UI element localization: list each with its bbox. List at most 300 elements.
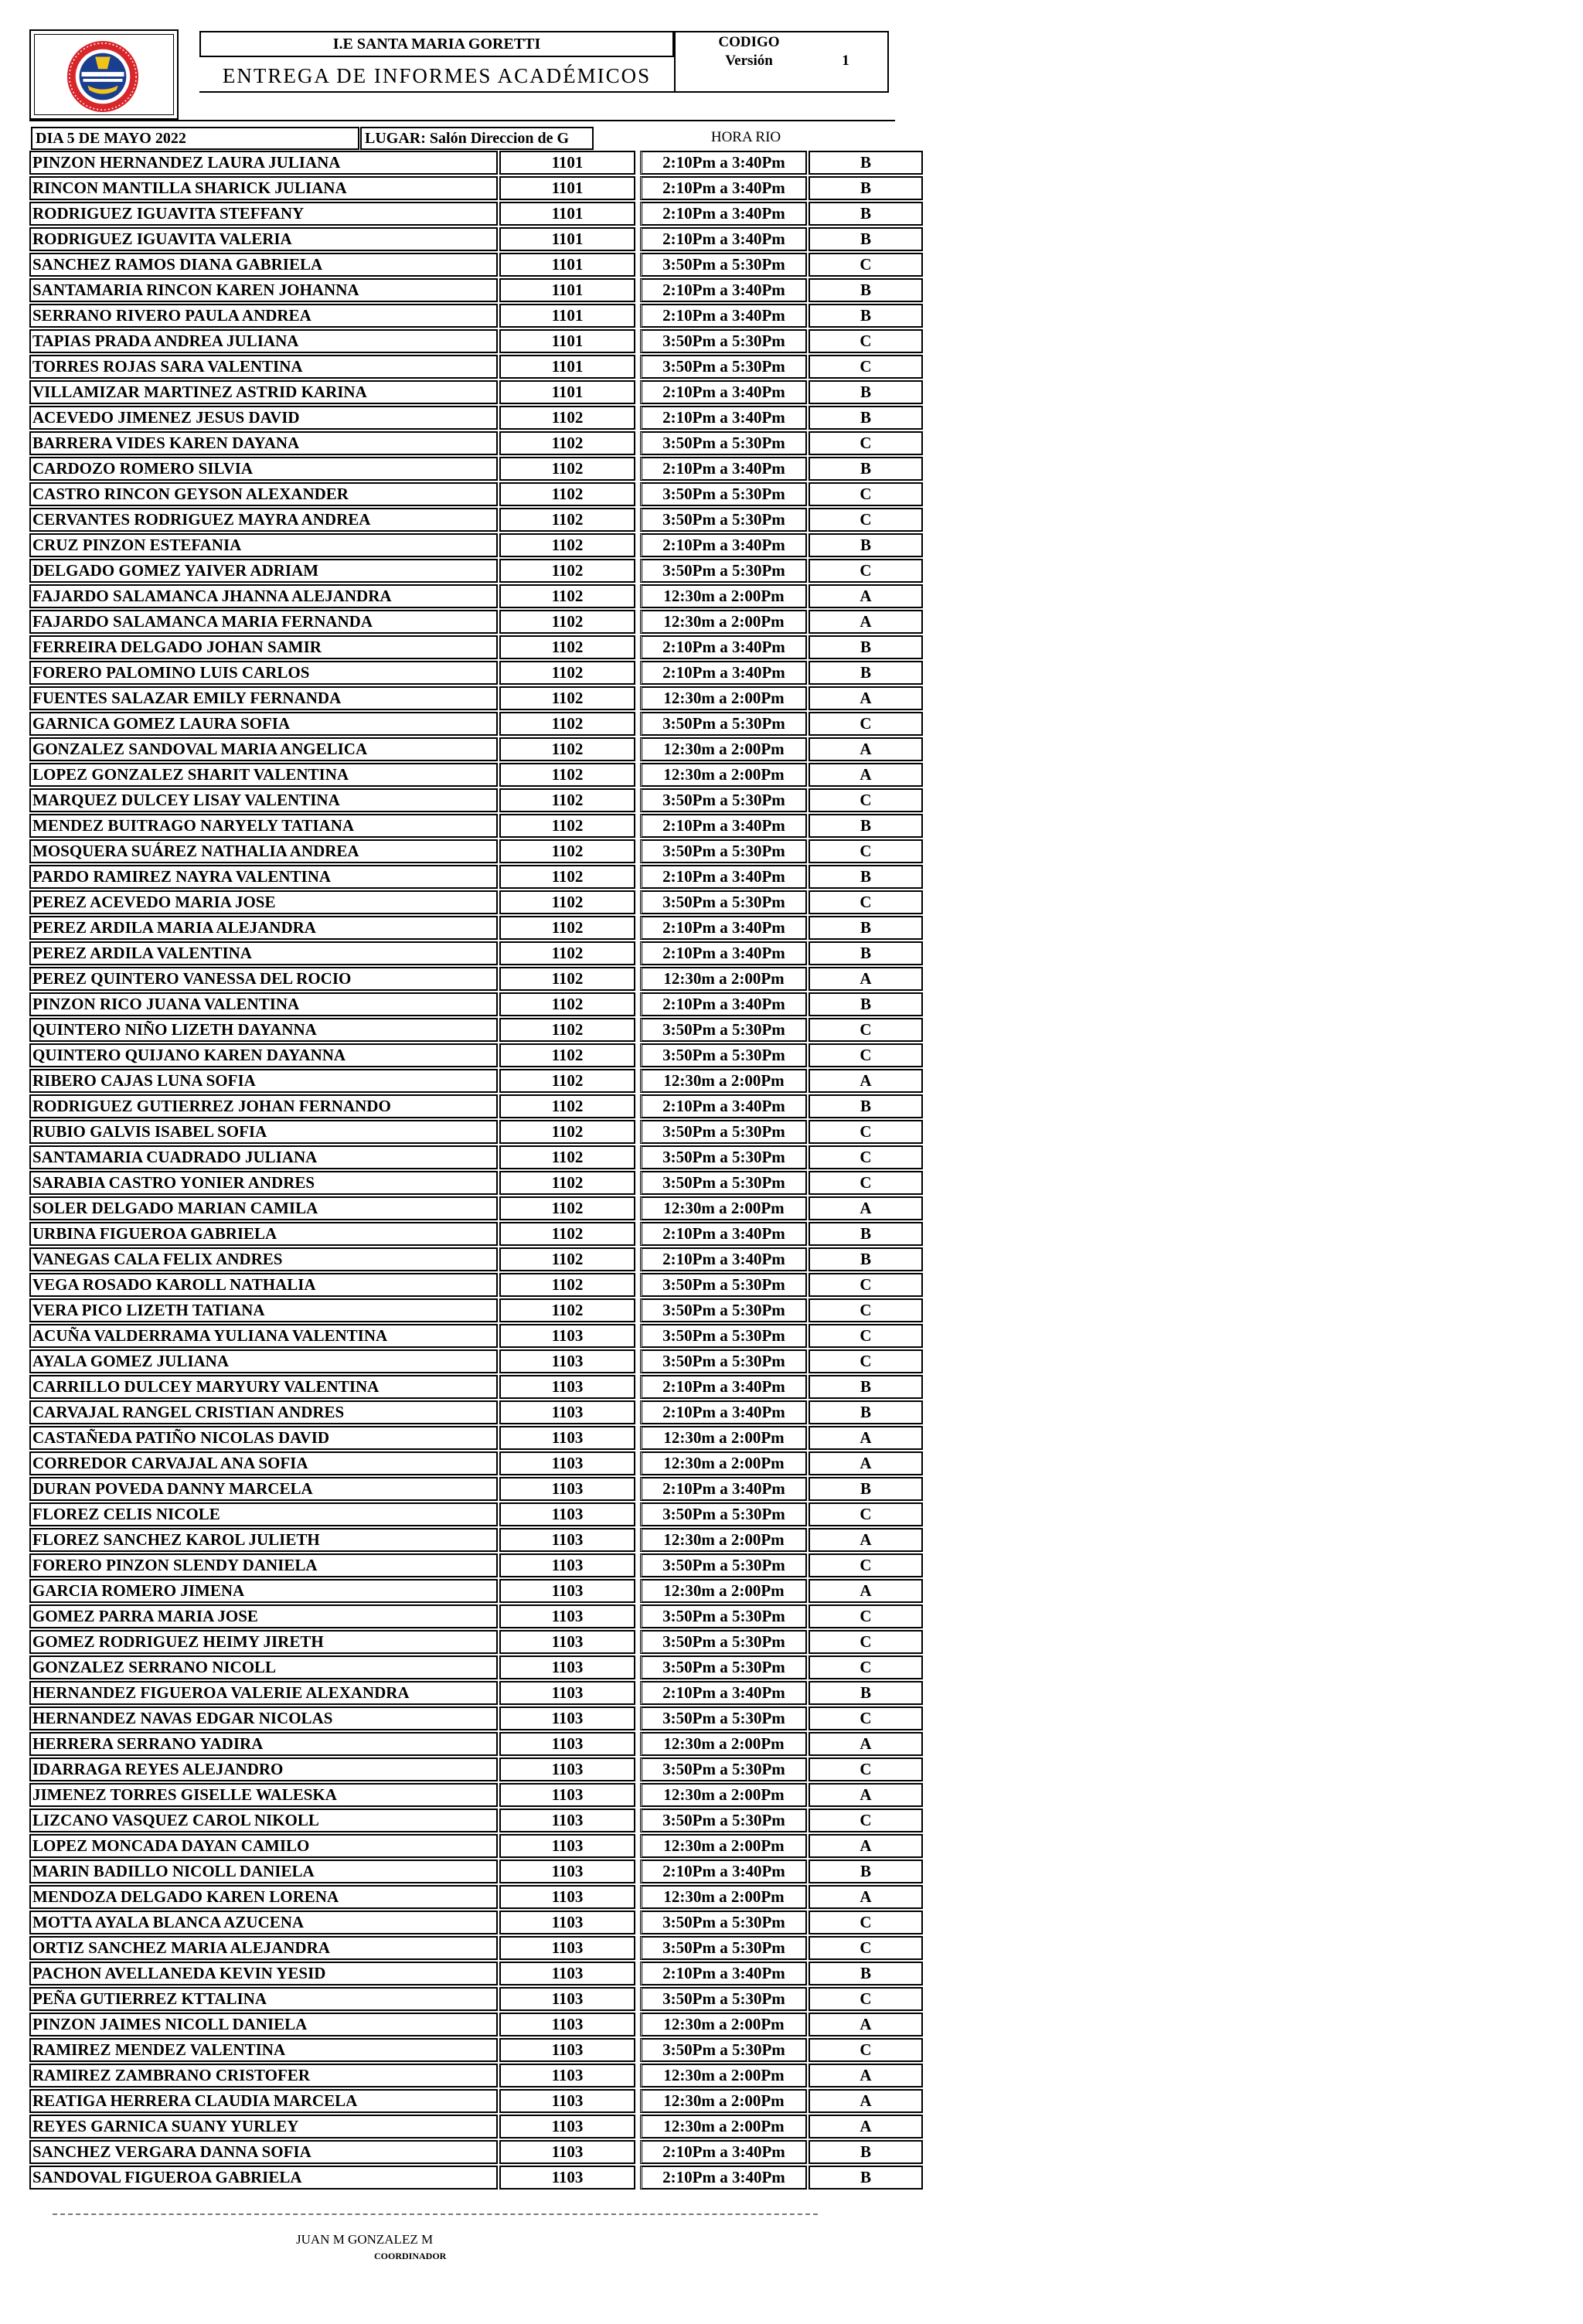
time-slot-cell: 12:30m a 2:00Pm	[640, 1451, 807, 1475]
time-slot-cell: 12:30m a 2:00Pm	[640, 1732, 807, 1756]
group-cell: C	[809, 1171, 923, 1195]
student-name-cell: AYALA GOMEZ JULIANA	[29, 1349, 498, 1373]
student-name-cell: SANTAMARIA CUADRADO JULIANA	[29, 1145, 498, 1169]
table-row	[29, 1961, 895, 1986]
grade-cell: 1102	[499, 661, 635, 685]
grade-cell: 1102	[499, 533, 635, 557]
grade-cell: 1102	[499, 1094, 635, 1118]
time-slot-cell: 12:30m a 2:00Pm	[640, 967, 807, 991]
time-slot-cell: 2:10Pm a 3:40Pm	[640, 227, 807, 251]
student-name-cell: VERA PICO LIZETH TATIANA	[29, 1298, 498, 1322]
student-name-cell: SANDOVAL FIGUEROA GABRIELA	[29, 2166, 498, 2190]
time-slot-cell: 3:50Pm a 5:30Pm	[640, 1273, 807, 1297]
table-row	[29, 1553, 895, 1578]
group-cell: C	[809, 1706, 923, 1730]
table-row	[29, 1298, 895, 1323]
time-slot-cell: 2:10Pm a 3:40Pm	[640, 1247, 807, 1271]
grade-cell: 1103	[499, 1451, 635, 1475]
group-cell: A	[809, 2013, 923, 2036]
table-row	[29, 788, 895, 813]
table-row	[29, 1757, 895, 1782]
time-slot-cell: 2:10Pm a 3:40Pm	[640, 380, 807, 404]
student-name-cell: FAJARDO SALAMANCA MARIA FERNANDA	[29, 610, 498, 634]
student-name-cell: PINZON HERNANDEZ LAURA JULIANA	[29, 151, 498, 175]
codigo-label: CODIGO	[718, 34, 780, 50]
student-name-cell: MARIN BADILLO NICOLL DANIELA	[29, 1860, 498, 1883]
table-row	[29, 1935, 895, 1961]
table-row	[29, 533, 895, 558]
time-slot-cell: 2:10Pm a 3:40Pm	[640, 278, 807, 302]
table-row	[29, 277, 895, 303]
time-slot-cell: 12:30m a 2:00Pm	[640, 1426, 807, 1450]
time-slot-cell: 3:50Pm a 5:30Pm	[640, 1349, 807, 1373]
time-slot-cell: 2:10Pm a 3:40Pm	[640, 202, 807, 226]
student-name-cell: RINCON MANTILLA SHARICK JULIANA	[29, 176, 498, 200]
table-row	[29, 711, 895, 737]
group-cell: B	[809, 2166, 923, 2190]
table-row	[29, 2139, 895, 2165]
grade-cell: 1103	[499, 1349, 635, 1373]
version-label: Versión	[725, 53, 773, 69]
code-version-box	[674, 31, 889, 93]
grade-cell: 1103	[499, 1987, 635, 2011]
grade-cell: 1102	[499, 712, 635, 736]
student-name-cell: PINZON JAIMES NICOLL DANIELA	[29, 2013, 498, 2036]
student-name-cell: MENDEZ BUITRAGO NARYELY TATIANA	[29, 814, 498, 838]
student-name-cell: CASTAÑEDA PATIÑO NICOLAS DAVID	[29, 1426, 498, 1450]
grade-cell: 1103	[499, 1528, 635, 1552]
group-cell: C	[809, 1043, 923, 1067]
date-cell: DIA 5 DE MAYO 2022	[31, 127, 359, 150]
student-name-cell: GARNICA GOMEZ LAURA SOFIA	[29, 712, 498, 736]
grade-cell: 1102	[499, 1222, 635, 1246]
table-row	[29, 507, 895, 533]
group-cell: B	[809, 406, 923, 430]
group-cell: B	[809, 278, 923, 302]
time-slot-cell: 12:30m a 2:00Pm	[640, 2013, 807, 2036]
group-cell: B	[809, 533, 923, 557]
time-slot-cell: 2:10Pm a 3:40Pm	[640, 1962, 807, 1985]
time-slot-cell: 3:50Pm a 5:30Pm	[640, 1120, 807, 1144]
grade-cell: 1102	[499, 992, 635, 1016]
table-row	[29, 303, 895, 328]
time-slot-cell: 3:50Pm a 5:30Pm	[640, 712, 807, 736]
student-name-cell: RODRIGUEZ IGUAVITA STEFFANY	[29, 202, 498, 226]
grade-cell: 1103	[499, 1860, 635, 1883]
student-name-cell: CORREDOR CARVAJAL ANA SOFIA	[29, 1451, 498, 1475]
grade-cell: 1103	[499, 2064, 635, 2088]
group-cell: C	[809, 1987, 923, 2011]
time-slot-cell: 2:10Pm a 3:40Pm	[640, 457, 807, 481]
time-slot-cell: 3:50Pm a 5:30Pm	[640, 2038, 807, 2062]
title-underline	[199, 91, 674, 93]
time-slot-cell: 3:50Pm a 5:30Pm	[640, 1502, 807, 1526]
grade-cell: 1103	[499, 1962, 635, 1985]
student-name-cell: CARDOZO ROMERO SILVIA	[29, 457, 498, 481]
time-slot-cell: 12:30m a 2:00Pm	[640, 2064, 807, 2088]
time-slot-cell: 3:50Pm a 5:30Pm	[640, 1809, 807, 1832]
student-name-cell: SANCHEZ RAMOS DIANA GABRIELA	[29, 253, 498, 277]
student-name-cell: FLOREZ CELIS NICOLE	[29, 1502, 498, 1526]
grade-cell: 1103	[499, 1502, 635, 1526]
student-name-cell: URBINA FIGUEROA GABRIELA	[29, 1222, 498, 1246]
table-row	[29, 2114, 895, 2139]
group-cell: B	[809, 916, 923, 940]
table-row	[29, 1884, 895, 1910]
student-name-cell: CARVAJAL RANGEL CRISTIAN ANDRES	[29, 1400, 498, 1424]
grade-cell: 1102	[499, 610, 635, 634]
table-row	[29, 609, 895, 635]
student-name-cell: VILLAMIZAR MARTINEZ ASTRID KARINA	[29, 380, 498, 404]
table-row	[29, 1374, 895, 1400]
grade-cell: 1102	[499, 686, 635, 710]
table-row	[29, 201, 895, 226]
group-cell: C	[809, 2038, 923, 2062]
grade-cell: 1102	[499, 635, 635, 659]
time-slot-cell: 12:30m a 2:00Pm	[640, 1885, 807, 1909]
student-name-cell: MARQUEZ DULCEY LISAY VALENTINA	[29, 788, 498, 812]
table-row	[29, 379, 895, 405]
group-cell: C	[809, 1502, 923, 1526]
time-slot-cell: 2:10Pm a 3:40Pm	[640, 1400, 807, 1424]
student-name-cell: PACHON AVELLANEDA KEVIN YESID	[29, 1962, 498, 1985]
student-name-cell: LOPEZ GONZALEZ SHARIT VALENTINA	[29, 763, 498, 787]
grade-cell: 1103	[499, 1426, 635, 1450]
grade-cell: 1103	[499, 1732, 635, 1756]
grade-cell: 1102	[499, 559, 635, 583]
grade-cell: 1102	[499, 1196, 635, 1220]
time-slot-cell: 12:30m a 2:00Pm	[640, 2089, 807, 2113]
table-row	[29, 992, 895, 1017]
group-cell: B	[809, 380, 923, 404]
table-row	[29, 1910, 895, 1935]
place-cell: LUGAR: Salón Direccion de G	[360, 127, 594, 150]
grade-cell: 1102	[499, 457, 635, 481]
time-slot-cell: 2:10Pm a 3:40Pm	[640, 992, 807, 1016]
grade-cell: 1103	[499, 2013, 635, 2036]
group-cell: A	[809, 1426, 923, 1450]
time-slot-cell: 12:30m a 2:00Pm	[640, 763, 807, 787]
time-slot-cell: 2:10Pm a 3:40Pm	[640, 1222, 807, 1246]
student-name-cell: RAMIREZ ZAMBRANO CRISTOFER	[29, 2064, 498, 2088]
grade-cell: 1103	[499, 1630, 635, 1654]
table-row	[29, 1119, 895, 1145]
table-row	[29, 1170, 895, 1196]
time-slot-cell: 2:10Pm a 3:40Pm	[640, 304, 807, 328]
logo-frame	[29, 29, 179, 120]
table-row	[29, 2012, 895, 2037]
time-slot-cell: 3:50Pm a 5:30Pm	[640, 1655, 807, 1679]
table-row	[29, 1833, 895, 1859]
group-cell: A	[809, 967, 923, 991]
table-row	[29, 1782, 895, 1808]
time-slot-cell: 3:50Pm a 5:30Pm	[640, 1171, 807, 1195]
grade-cell: 1102	[499, 431, 635, 455]
student-name-cell: RODRIGUEZ GUTIERREZ JOHAN FERNANDO	[29, 1094, 498, 1118]
group-cell: B	[809, 1375, 923, 1399]
grade-cell: 1102	[499, 763, 635, 787]
group-cell: C	[809, 1145, 923, 1169]
student-name-cell: JIMENEZ TORRES GISELLE WALESKA	[29, 1783, 498, 1807]
group-cell: C	[809, 890, 923, 914]
table-row	[29, 405, 895, 430]
student-name-cell: SOLER DELGADO MARIAN CAMILA	[29, 1196, 498, 1220]
group-cell: A	[809, 1451, 923, 1475]
group-cell: A	[809, 1783, 923, 1807]
table-row	[29, 1094, 895, 1119]
time-slot-cell: 3:50Pm a 5:30Pm	[640, 1298, 807, 1322]
time-slot-cell: 3:50Pm a 5:30Pm	[640, 890, 807, 914]
table-row	[29, 252, 895, 277]
group-cell: B	[809, 1247, 923, 1271]
student-name-cell: TAPIAS PRADA ANDREA JULIANA	[29, 329, 498, 353]
student-name-cell: RIBERO CAJAS LUNA SOFIA	[29, 1069, 498, 1093]
group-cell: A	[809, 686, 923, 710]
student-name-cell: SARABIA CASTRO YONIER ANDRES	[29, 1171, 498, 1195]
table-row	[29, 1068, 895, 1094]
time-slot-cell: 2:10Pm a 3:40Pm	[640, 176, 807, 200]
group-cell: B	[809, 814, 923, 838]
group-cell: B	[809, 227, 923, 251]
grade-cell: 1102	[499, 941, 635, 965]
group-cell: C	[809, 355, 923, 379]
grade-cell: 1103	[499, 1579, 635, 1603]
table-row	[29, 1502, 895, 1527]
group-cell: A	[809, 2089, 923, 2113]
group-cell: B	[809, 1477, 923, 1501]
student-name-cell: SANTAMARIA RINCON KAREN JOHANNA	[29, 278, 498, 302]
time-slot-cell: 12:30m a 2:00Pm	[640, 1579, 807, 1603]
grade-cell: 1102	[499, 890, 635, 914]
time-slot-cell: 3:50Pm a 5:30Pm	[640, 559, 807, 583]
group-cell: C	[809, 1298, 923, 1322]
table-row	[29, 737, 895, 762]
group-cell: C	[809, 508, 923, 532]
time-slot-cell: 2:10Pm a 3:40Pm	[640, 2140, 807, 2164]
student-name-cell: DELGADO GOMEZ YAIVER ADRIAM	[29, 559, 498, 583]
time-slot-cell: 3:50Pm a 5:30Pm	[640, 1911, 807, 1934]
student-name-cell: FORERO PALOMINO LUIS CARLOS	[29, 661, 498, 685]
time-slot-cell: 3:50Pm a 5:30Pm	[640, 1553, 807, 1577]
student-name-cell: FLOREZ SANCHEZ KAROL JULIETH	[29, 1528, 498, 1552]
group-cell: A	[809, 737, 923, 761]
time-slot-cell: 3:50Pm a 5:30Pm	[640, 253, 807, 277]
group-cell: C	[809, 1936, 923, 1960]
grade-cell: 1102	[499, 1247, 635, 1271]
table-row	[29, 1400, 895, 1425]
group-cell: C	[809, 559, 923, 583]
table-row	[29, 226, 895, 252]
group-cell: A	[809, 1069, 923, 1093]
grade-cell: 1103	[499, 1809, 635, 1832]
grade-cell: 1102	[499, 1171, 635, 1195]
grade-cell: 1103	[499, 2166, 635, 2190]
student-name-cell: GARCIA ROMERO JIMENA	[29, 1579, 498, 1603]
group-cell: C	[809, 1273, 923, 1297]
table-row	[29, 839, 895, 864]
group-cell: C	[809, 253, 923, 277]
grade-cell: 1103	[499, 1604, 635, 1628]
time-slot-cell: 3:50Pm a 5:30Pm	[640, 431, 807, 455]
student-name-cell: QUINTERO NIÑO LIZETH DAYANNA	[29, 1018, 498, 1042]
time-slot-cell: 2:10Pm a 3:40Pm	[640, 151, 807, 175]
group-cell: B	[809, 202, 923, 226]
time-slot-cell: 2:10Pm a 3:40Pm	[640, 941, 807, 965]
group-cell: A	[809, 610, 923, 634]
table-row	[29, 1017, 895, 1043]
group-cell: B	[809, 1681, 923, 1705]
table-row	[29, 2063, 895, 2088]
time-slot-cell: 12:30m a 2:00Pm	[640, 1528, 807, 1552]
time-slot-cell: 3:50Pm a 5:30Pm	[640, 1757, 807, 1781]
table-row	[29, 1706, 895, 1731]
time-slot-cell: 2:10Pm a 3:40Pm	[640, 661, 807, 685]
table-row	[29, 456, 895, 481]
grade-cell: 1102	[499, 839, 635, 863]
table-row	[29, 2037, 895, 2063]
group-cell: C	[809, 1757, 923, 1781]
table-row	[29, 481, 895, 507]
time-slot-cell: 3:50Pm a 5:30Pm	[640, 1706, 807, 1730]
group-cell: A	[809, 2064, 923, 2088]
group-cell: B	[809, 941, 923, 965]
time-slot-cell: 12:30m a 2:00Pm	[640, 2115, 807, 2139]
grade-cell: 1103	[499, 2115, 635, 2139]
student-name-cell: RAMIREZ MENDEZ VALENTINA	[29, 2038, 498, 2062]
table-row	[29, 150, 895, 175]
grade-cell: 1103	[499, 1706, 635, 1730]
table-row	[29, 1349, 895, 1374]
group-cell: C	[809, 431, 923, 455]
time-slot-cell: 2:10Pm a 3:40Pm	[640, 635, 807, 659]
grade-cell: 1101	[499, 253, 635, 277]
student-name-cell: REYES GARNICA SUANY YURLEY	[29, 2115, 498, 2139]
table-row	[29, 890, 895, 915]
time-slot-cell: 3:50Pm a 5:30Pm	[640, 329, 807, 353]
time-slot-cell: 3:50Pm a 5:30Pm	[640, 482, 807, 506]
grade-cell: 1103	[499, 1783, 635, 1807]
time-slot-cell: 3:50Pm a 5:30Pm	[640, 355, 807, 379]
student-table	[29, 150, 895, 2190]
grade-cell: 1101	[499, 176, 635, 200]
grade-cell: 1101	[499, 227, 635, 251]
grade-cell: 1103	[499, 1936, 635, 1960]
student-name-cell: MENDOZA DELGADO KAREN LORENA	[29, 1885, 498, 1909]
group-cell: A	[809, 1885, 923, 1909]
grade-cell: 1103	[499, 1375, 635, 1399]
table-row	[29, 864, 895, 890]
grade-cell: 1103	[499, 2089, 635, 2113]
student-name-cell: PEREZ QUINTERO VANESSA DEL ROCIO	[29, 967, 498, 991]
grade-cell: 1103	[499, 1655, 635, 1679]
table-row	[29, 1323, 895, 1349]
time-slot-cell: 12:30m a 2:00Pm	[640, 584, 807, 608]
student-name-cell: FUENTES SALAZAR EMILY FERNANDA	[29, 686, 498, 710]
time-slot-cell: 2:10Pm a 3:40Pm	[640, 916, 807, 940]
student-name-cell: MOSQUERA SUÁREZ NATHALIA ANDREA	[29, 839, 498, 863]
table-row	[29, 762, 895, 788]
student-name-cell: CRUZ PINZON ESTEFANIA	[29, 533, 498, 557]
time-slot-cell: 3:50Pm a 5:30Pm	[640, 1043, 807, 1067]
student-name-cell: CASTRO RINCON GEYSON ALEXANDER	[29, 482, 498, 506]
group-cell: A	[809, 763, 923, 787]
table-row	[29, 2088, 895, 2114]
grade-cell: 1102	[499, 482, 635, 506]
student-name-cell: IDARRAGA REYES ALEJANDRO	[29, 1757, 498, 1781]
table-row	[29, 1272, 895, 1298]
student-name-cell: DURAN POVEDA DANNY MARCELA	[29, 1477, 498, 1501]
time-slot-cell: 3:50Pm a 5:30Pm	[640, 1324, 807, 1348]
grade-cell: 1102	[499, 1069, 635, 1093]
table-row	[29, 1731, 895, 1757]
student-name-cell: PEREZ ARDILA MARIA ALEJANDRA	[29, 916, 498, 940]
group-cell: C	[809, 1911, 923, 1934]
table-row	[29, 354, 895, 379]
time-slot-cell: 12:30m a 2:00Pm	[640, 610, 807, 634]
time-slot-cell: 2:10Pm a 3:40Pm	[640, 533, 807, 557]
time-slot-cell: 2:10Pm a 3:40Pm	[640, 814, 807, 838]
time-slot-cell: 2:10Pm a 3:40Pm	[640, 1681, 807, 1705]
student-name-cell: PINZON RICO JUANA VALENTINA	[29, 992, 498, 1016]
time-slot-cell: 12:30m a 2:00Pm	[640, 1834, 807, 1858]
group-cell: A	[809, 584, 923, 608]
table-row	[29, 1425, 895, 1451]
time-slot-cell: 2:10Pm a 3:40Pm	[640, 1860, 807, 1883]
student-name-cell: TORRES ROJAS SARA VALENTINA	[29, 355, 498, 379]
coordinator-name: JUAN M GONZALEZ M	[296, 2232, 434, 2247]
header-divider	[29, 120, 895, 121]
student-name-cell: CARRILLO DULCEY MARYURY VALENTINA	[29, 1375, 498, 1399]
table-row	[29, 1043, 895, 1068]
group-cell: C	[809, 1120, 923, 1144]
student-name-cell: REATIGA HERRERA CLAUDIA MARCELA	[29, 2089, 498, 2113]
time-slot-cell: 3:50Pm a 5:30Pm	[640, 1987, 807, 2011]
time-slot-cell: 12:30m a 2:00Pm	[640, 1196, 807, 1220]
signature-line	[53, 2213, 818, 2215]
group-cell: B	[809, 176, 923, 200]
group-cell: B	[809, 1222, 923, 1246]
grade-cell: 1102	[499, 737, 635, 761]
time-slot-cell: 3:50Pm a 5:30Pm	[640, 1630, 807, 1654]
student-name-cell: PEREZ ACEVEDO MARIA JOSE	[29, 890, 498, 914]
grade-cell: 1103	[499, 2038, 635, 2062]
table-row	[29, 328, 895, 354]
grade-cell: 1101	[499, 151, 635, 175]
grade-cell: 1103	[499, 1324, 635, 1348]
table-row	[29, 430, 895, 456]
group-cell: C	[809, 1018, 923, 1042]
group-cell: A	[809, 1834, 923, 1858]
table-row	[29, 1145, 895, 1170]
student-name-cell: GONZALEZ SANDOVAL MARIA ANGELICA	[29, 737, 498, 761]
table-row	[29, 1451, 895, 1476]
grade-cell: 1102	[499, 1043, 635, 1067]
table-row	[29, 686, 895, 711]
group-cell: C	[809, 712, 923, 736]
student-name-cell: PEREZ ARDILA VALENTINA	[29, 941, 498, 965]
grade-cell: 1103	[499, 1911, 635, 1934]
grade-cell: 1103	[499, 1553, 635, 1577]
table-row	[29, 941, 895, 966]
student-name-cell: ORTIZ SANCHEZ MARIA ALEJANDRA	[29, 1936, 498, 1960]
table-row	[29, 1986, 895, 2012]
time-slot-cell: 3:50Pm a 5:30Pm	[640, 839, 807, 863]
grade-cell: 1101	[499, 329, 635, 353]
grade-cell: 1102	[499, 406, 635, 430]
student-name-cell: SERRANO RIVERO PAULA ANDREA	[29, 304, 498, 328]
student-name-cell: RUBIO GALVIS ISABEL SOFIA	[29, 1120, 498, 1144]
student-name-cell: RODRIGUEZ IGUAVITA VALERIA	[29, 227, 498, 251]
